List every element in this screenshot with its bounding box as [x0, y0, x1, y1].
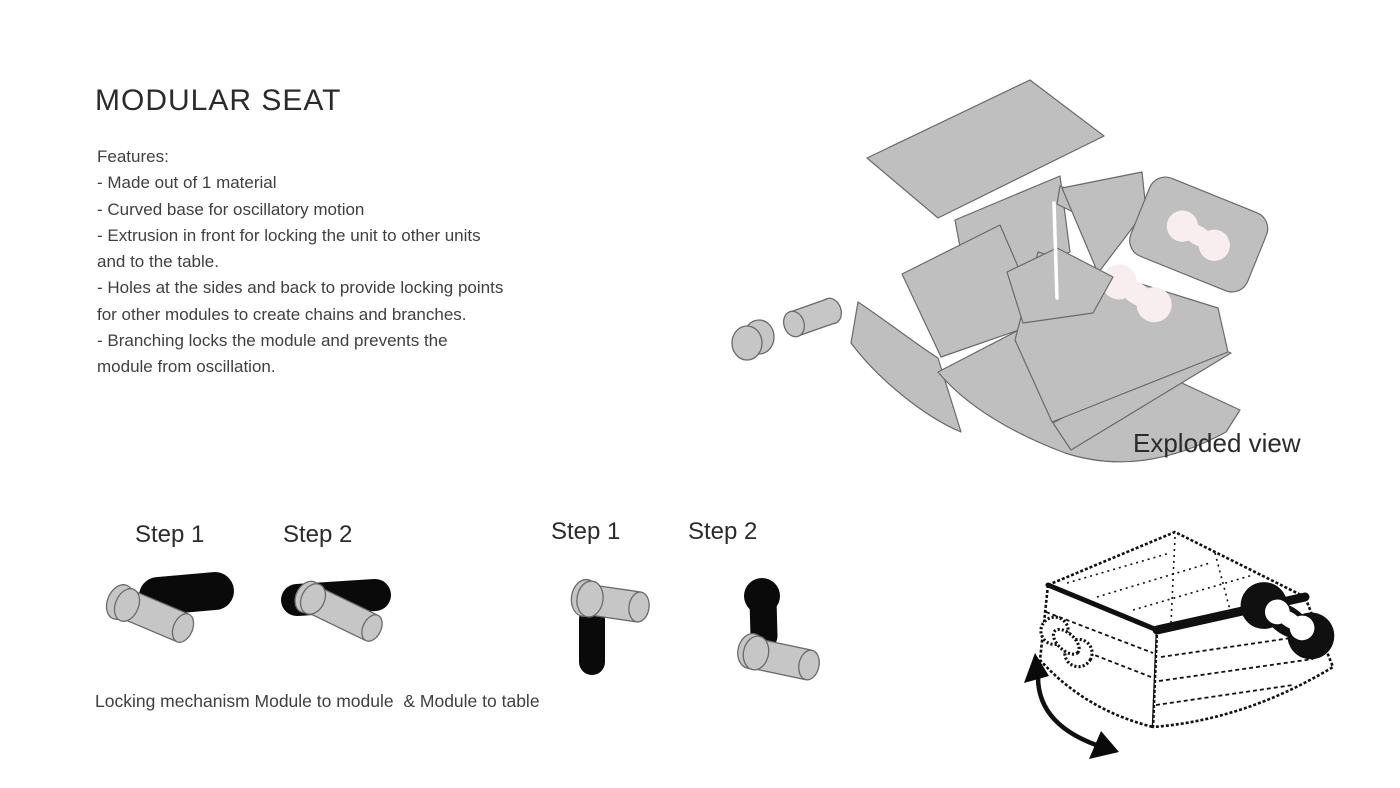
page-title: MODULAR SEAT: [95, 84, 342, 117]
step-label-module-1: Step 1: [135, 521, 205, 548]
feature-line: and to the table.: [97, 252, 219, 272]
lock-step-table-1-illustration: [565, 574, 665, 676]
features-list: [97, 144, 503, 381]
short-lock-pin: [732, 320, 774, 360]
locking-mechanism-caption: Locking mechanism Module to module & Module to table: [95, 691, 540, 711]
feature-line: for other modules to create chains and branches.: [97, 304, 467, 324]
exploded-view-label: Exploded view: [1133, 428, 1301, 458]
exploded-view-diagram: [680, 60, 1290, 465]
step-label-table-2: Step 2: [688, 518, 758, 545]
feature-line: - Extrusion in front for locking the unit to other units: [97, 225, 481, 245]
feature-line: - Branching locks the module and prevents the: [97, 331, 448, 351]
long-lock-pin: [780, 295, 844, 339]
step-label-module-2: Step 2: [283, 521, 353, 548]
feature-line: - Made out of 1 material: [97, 173, 277, 193]
side-panel-right: [1125, 172, 1273, 297]
feature-line: module from oscillation.: [97, 357, 276, 377]
feature-line: - Curved base for oscillatory motion: [97, 199, 365, 219]
features-heading: Features:: [97, 147, 169, 166]
lock-step-table-2-illustration: [733, 572, 845, 684]
feature-line: - Holes at the sides and back to provide locking points: [97, 278, 504, 298]
lock-step-module-2-illustration: [280, 572, 402, 652]
lock-step-module-1-illustration: [103, 570, 243, 652]
step-label-table-1: Step 1: [551, 518, 621, 545]
oscillation-sketch: [1005, 515, 1375, 770]
